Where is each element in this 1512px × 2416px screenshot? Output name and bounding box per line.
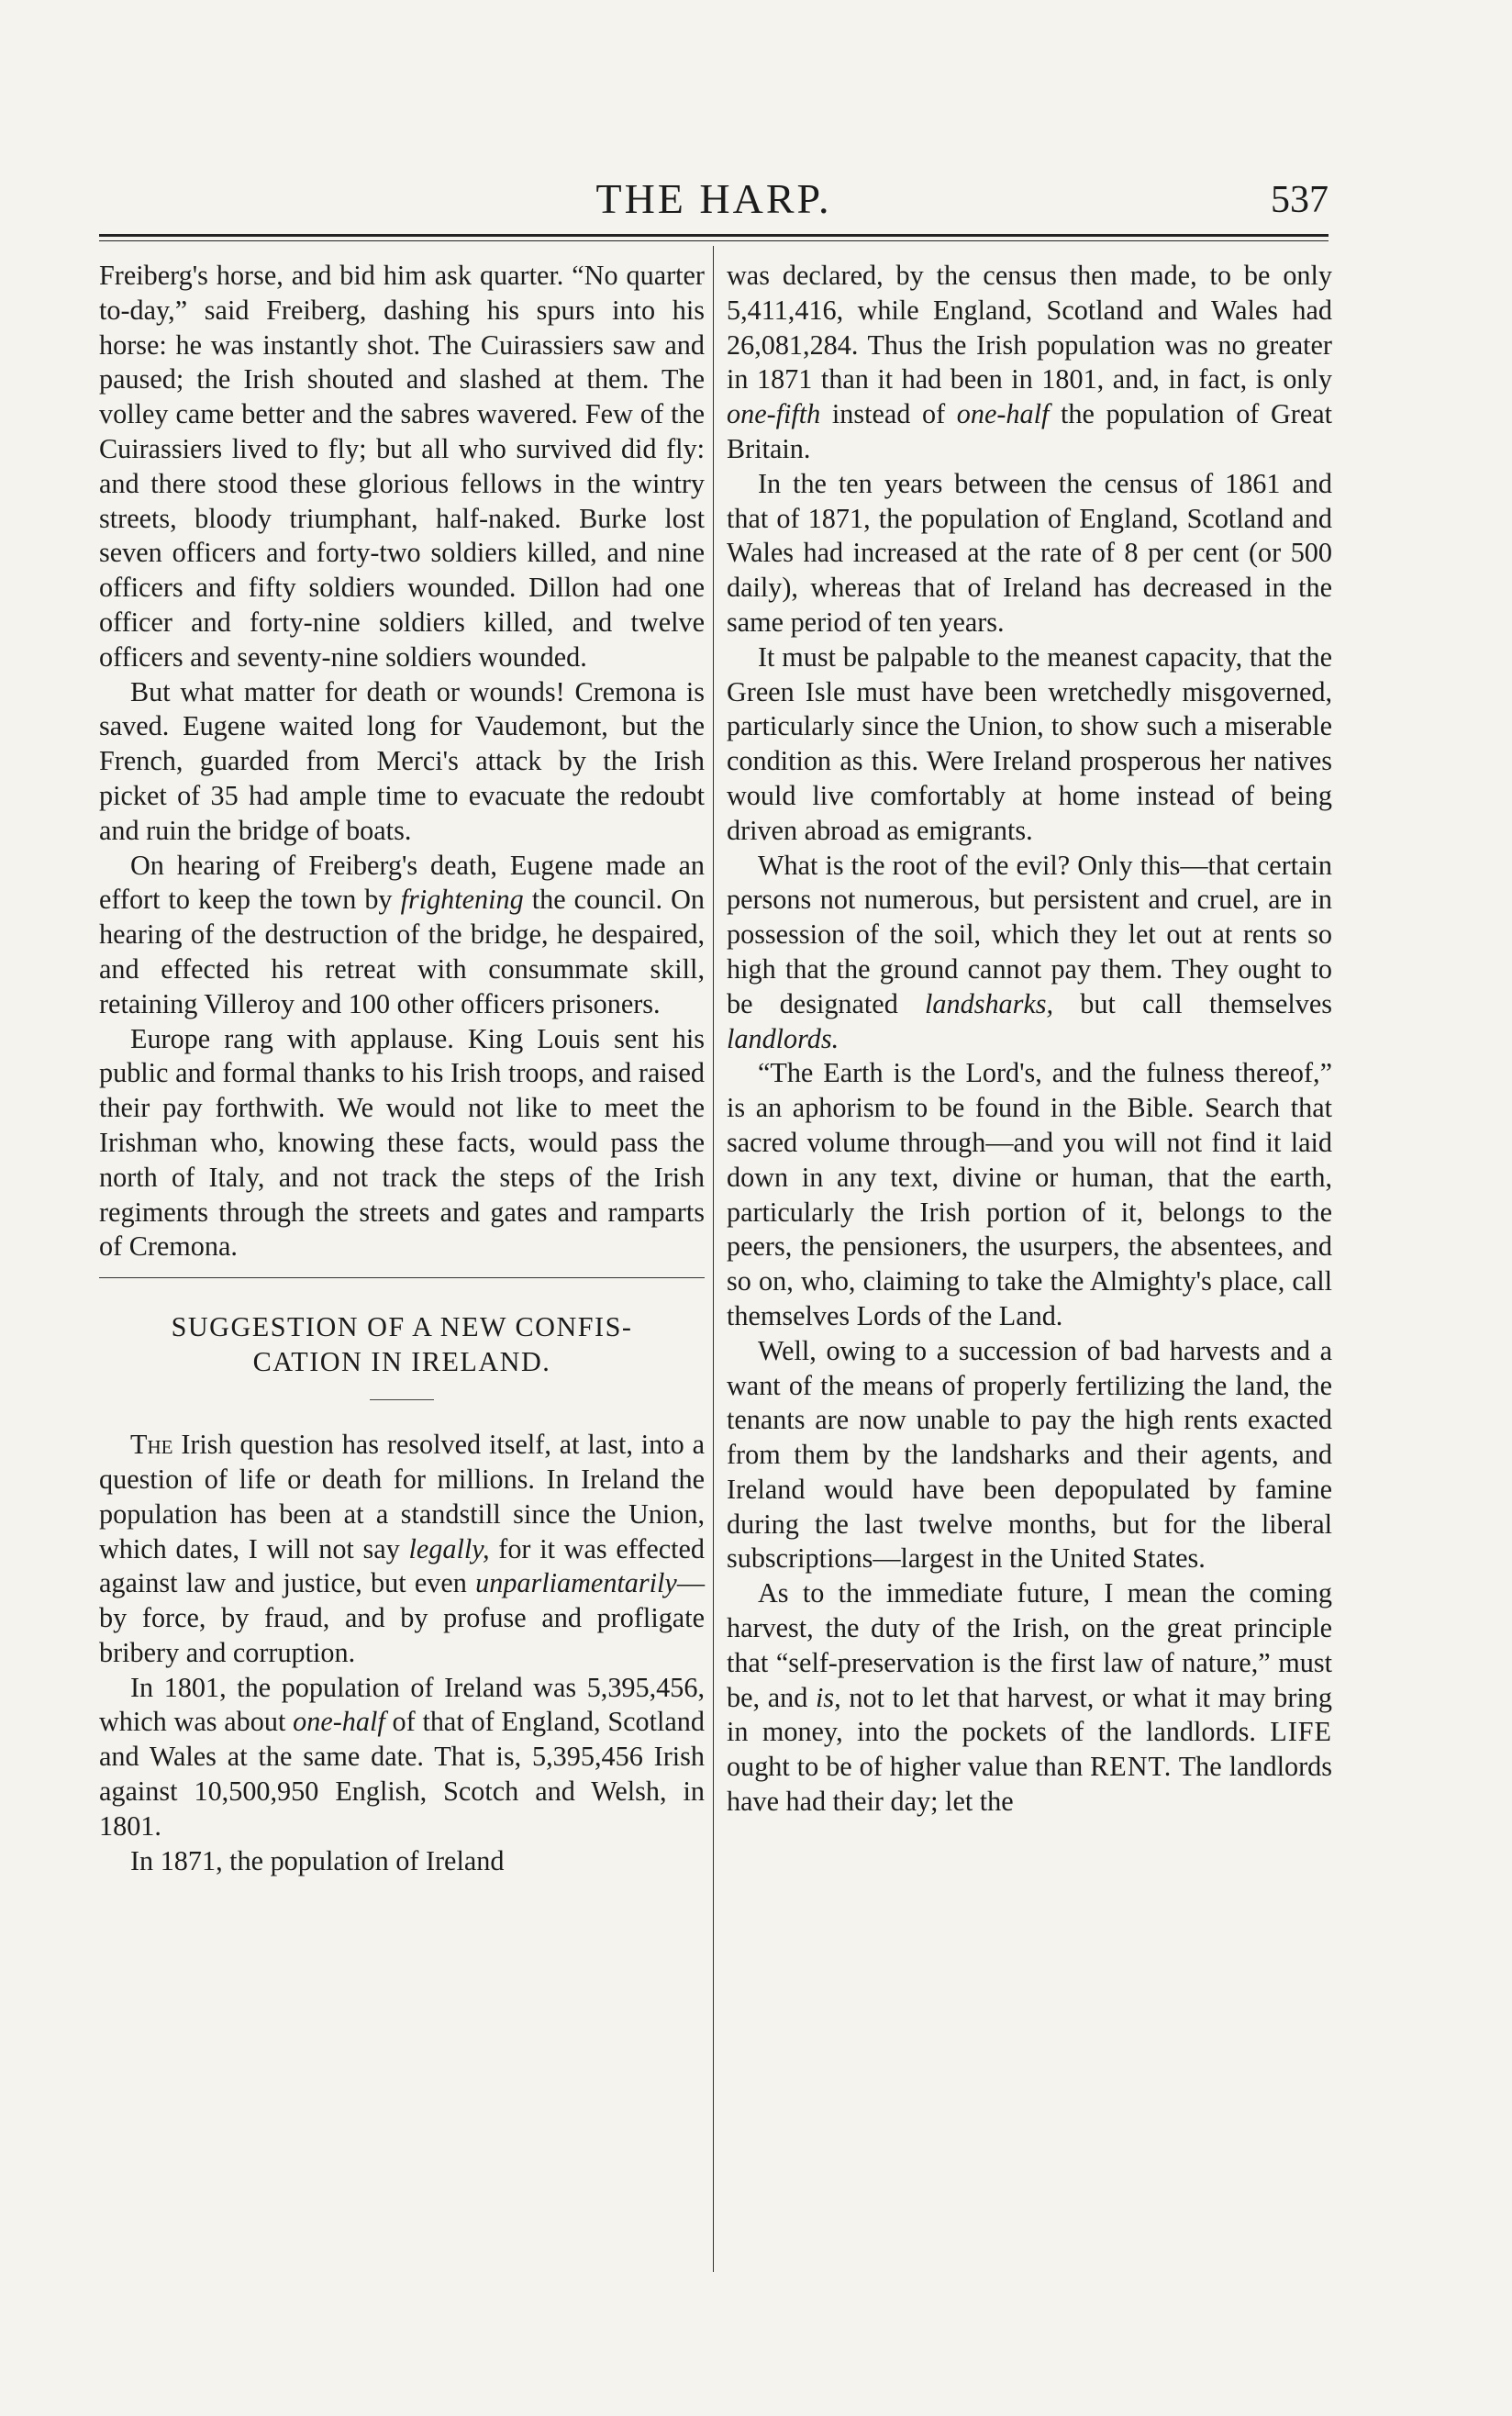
text-run: for it was effected against law and justice, but even	[99, 1532, 705, 1599]
text-run: What is the root of the evil? Only this—that certain persons not numerous, but persistent and cruel, are in possession of the soil, which they let out at rents so high that the ground cannot pay them. They ought to be designated	[727, 849, 1332, 1019]
text-run: The landlords have had their day; let the	[727, 1751, 1332, 1818]
section-rule	[99, 1277, 705, 1278]
text-run: On hearing of Freiberg's death, Eugene made an effort to keep the town by	[99, 849, 705, 916]
text-run: Irish question has resolved itself, at last, into a question of life or death for millions. In Ireland the population has been at a standstill since the Union, which dates, I will not say	[99, 1429, 705, 1564]
paragraph	[727, 259, 1332, 467]
text-run: instead of	[820, 398, 957, 430]
italic-text: frightening	[400, 884, 524, 916]
paragraph: In 1871, the population of Ireland	[130, 1844, 505, 1876]
text-run: the council. On hearing of the destruction of the bridge, he despaired, and effected his retreat with consummate skill, retaining Villeroy and 100 other officers prisoners.	[99, 884, 705, 1019]
paragraph: In the ten years between the census of 1861 and that of 1871, the population of England, Scotland and Wales had increased at the rate of 8 per cent (or 500 daily), whereas that of Ireland has decreased in the same period of ten years.	[727, 467, 1332, 638]
italic-text: one-half	[956, 398, 1050, 430]
paragraph	[727, 849, 1332, 1057]
paragraph: Well, owing to a succession of bad harvests and a want of the means of properly fertilizing the land, the tenants are now unable to pay the high rents exacted from them by the landsharks and their agents, and Ireland would have been depopulated by famine during the last twelve months, but for the liberal subscriptions—largest in the United States.	[727, 1334, 1332, 1575]
column-divider	[713, 246, 714, 2272]
paragraph: But what matter for death or wounds! Cremona is saved. Eugene waited long for Vaudemont, but the French, guarded from Merci's attack by the Irish picket of 35 had ample time to evacuate the redoubt and ruin the bridge of boats.	[99, 675, 705, 846]
text-run: but call themselves	[1053, 987, 1333, 1019]
text-run: not to let that harvest, or what it may bring in money, into the pockets of the landlords.	[727, 1681, 1332, 1748]
left-column	[99, 259, 705, 1878]
paragraph: Europe rang with applause. King Louis sent his public and formal thanks to his Irish troops, and raised their pay forthwith. We would not like to meet the Irishman who, knowing these facts, would pass the north of Italy, and not track the steps of the Irish regiments through the streets and gates and ramparts of Cremona.	[99, 1022, 705, 1263]
heading-rule	[370, 1399, 434, 1400]
page-number: 537	[1271, 179, 1329, 221]
text-run: In 1801, the population of Ireland was 5,395,456, which was about	[99, 1671, 705, 1738]
text-run: —by force, by fraud, and by profuse and profligate bribery and corruption.	[99, 1567, 705, 1668]
italic-text: is,	[816, 1681, 841, 1713]
running-head	[99, 174, 1329, 239]
paragraph: It must be palpable to the meanest capacity, that the Green Isle must have been wretchedly misgoverned, particularly since the Union, to show such a miserable condition as this. Were Ireland prosperous her natives would live comfortably at home instead of being driven abroad as emigrants.	[727, 640, 1332, 846]
emphasis-caps: LIFE	[1270, 1716, 1332, 1748]
text-run: of that of England, Scotland and Wales at the same date. That is, 5,395,456 Irish against 10,500,950 English, Scotch and Welsh, in 1801.	[99, 1706, 705, 1842]
italic-text: unparliamentarily	[475, 1567, 677, 1599]
emphasis-caps: RENT.	[1090, 1751, 1173, 1783]
paragraph	[99, 1428, 705, 1671]
paragraph	[99, 849, 705, 1022]
article-heading-line: SUGGESTION OF A NEW CONFIS-	[171, 1311, 633, 1343]
paragraph	[99, 1671, 705, 1844]
italic-text: legally,	[408, 1532, 490, 1564]
paragraph	[727, 1576, 1332, 1820]
header-rule	[99, 234, 1329, 241]
lead-word: The	[130, 1429, 173, 1461]
paragraph: “The Earth is the Lord's, and the fulness thereof,” is an aphorism to be found in the Bible. Search that sacred volume through—and you will not find it laid down in any text, divine or human, that the earth, particularly the Irish portion of it, belongs to the peers, the pensioners, the usurpers, the absentees, and so on, who, claiming to take the Almighty's place, call themselves Lords of the Land.	[727, 1057, 1332, 1331]
publication-title: THE HARP.	[595, 175, 832, 222]
text-run: ought to be of higher value than	[727, 1751, 1091, 1783]
text-run: the population of Great Britain.	[727, 398, 1332, 464]
paragraph: Freiberg's horse, and bid him ask quarter. “No quarter to-day,” said Freiberg, dashing his spurs into his horse: he was instantly shot. The Cuirassiers saw and paused; the Irish shouted and slashed at them. The volley came better and the sabres wavered. Few of the Cuirassiers lived to fly; but all who survived did fly: and there stood these glorious fellows in the wintry streets, bloody triumphant, half-naked. Burke lost seven officers and forty-two soldiers killed, and nine officers and fifty soldiers wounded. Dillon had one officer and forty-nine soldiers killed, and twelve officers and seventy-nine soldiers wounded.	[99, 260, 705, 673]
italic-text: landsharks,	[925, 987, 1054, 1019]
right-column	[727, 259, 1332, 1820]
article-heading-line: CATION IN IRELAND.	[252, 1346, 551, 1378]
text-run: As to the immediate future, I mean the coming harvest, the duty of the Irish, on the great principle that “self-preservation is the first law of nature,” must be, and	[727, 1577, 1332, 1713]
italic-text: one-fifth	[727, 398, 821, 430]
italic-text: one-half	[293, 1706, 385, 1738]
italic-text: landlords.	[727, 1022, 839, 1054]
article-heading	[99, 1309, 705, 1379]
text-run: was declared, by the census then made, to be only 5,411,416, while England, Scotland and Wales had 26,081,284. Thus the Irish population was no greater in 1871 than it had been in 1801, and, in fact, is only	[727, 260, 1332, 395]
